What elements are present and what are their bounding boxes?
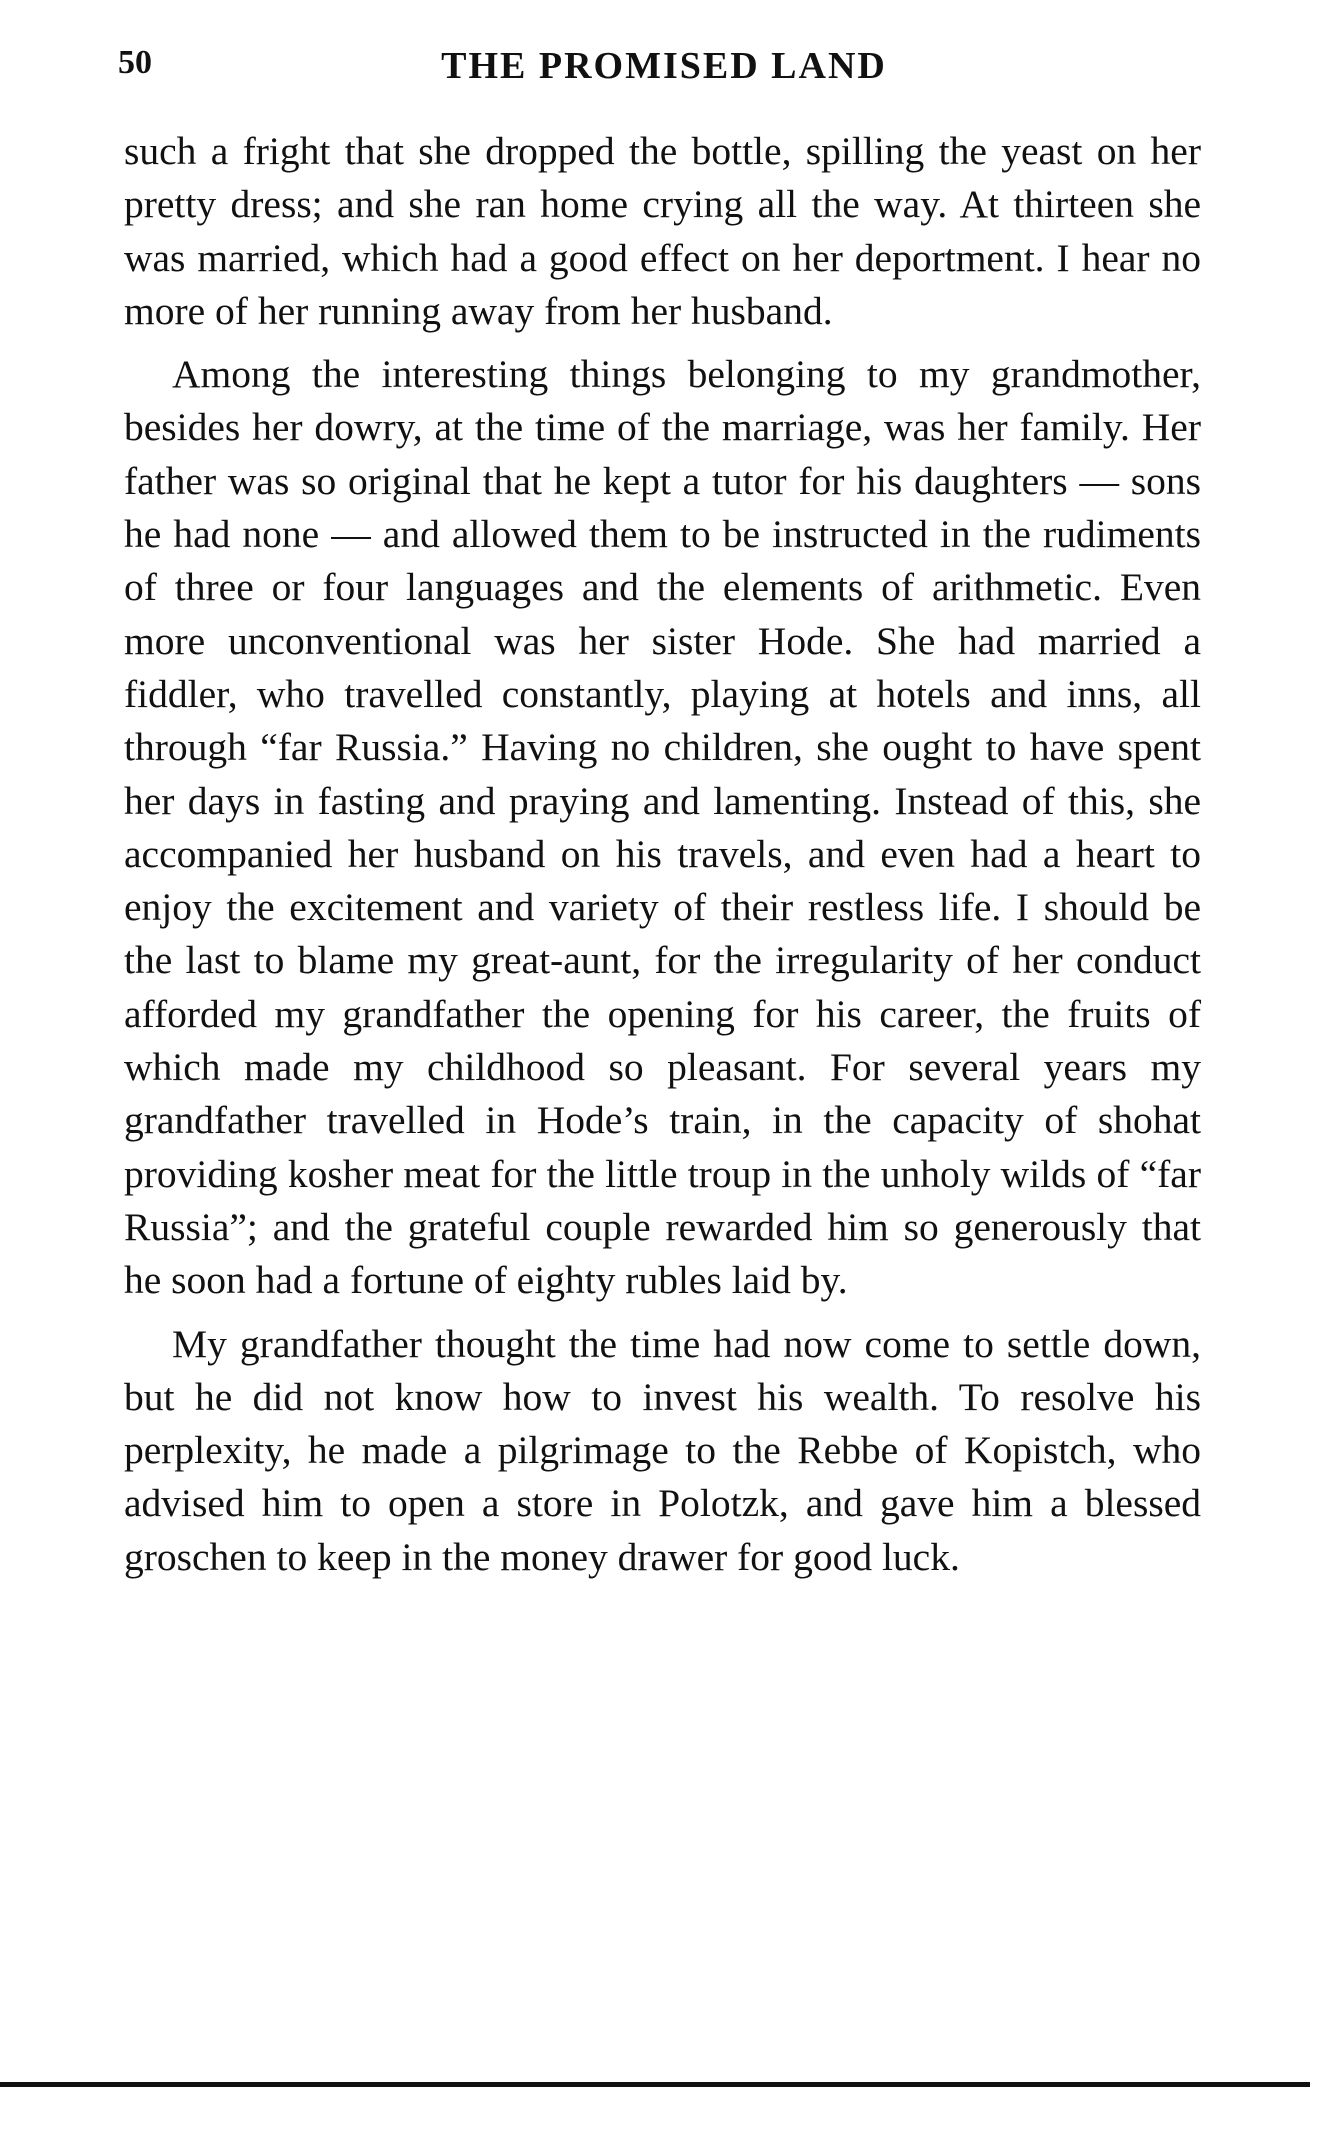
- running-head: THE PROMISED LAND: [441, 45, 887, 87]
- bottom-rule: [0, 2082, 1310, 2087]
- body-text: [124, 125, 1201, 1584]
- paragraph: My grandfather thought the time had now come to settle down, but he did not know how to invest his wealth. To resolve his perplexity, he made a pilgrimage to the Rebbe of Kopistch, who advised him to open a store in Polotzk, and gave him a blessed groschen to keep in the money drawer for good luck.: [124, 1321, 1201, 1579]
- paragraph-continued: such a fright that she dropped the bottle, spilling the yeast on her pretty dress; and she ran home crying all the way. At thirteen she was married, which had a good effect on her deportment. I hear no more of her running away from her husband.: [124, 129, 1201, 333]
- paragraph: Among the interesting things belonging to my grandmother, besides her dowry, at the time of the marriage, was her family. Her father was so original that he kept a tutor for his daughters — sons he had none — and allowed them to be instructed in the rudiments of three or four languages and the elements of arithmetic. Even more unconventional was her sister Hode. She had married a fiddler, who travelled constantly, playing at hotels and inns, all through “far Russia.” Having no children, she ought to have spent her days in fasting and praying and lamenting. Instead of this, she accompanied her husband on his travels, and even had a heart to enjoy the excitement and variety of their restless life. I should be the last to blame my great-aunt, for the irregularity of her conduct afforded my grandfather the opening for his career, the fruits of which made my childhood so pleasant. For several years my grandfather travelled in Hode’s train, in the capacity of shohat providing kosher meat for the little troup in the unholy wilds of “far Russia”; and the grateful couple rewarded him so generously that he soon had a fortune of eighty rubles laid by.: [124, 352, 1201, 1303]
- page-number: 50: [118, 44, 152, 81]
- page-header: [118, 44, 1210, 104]
